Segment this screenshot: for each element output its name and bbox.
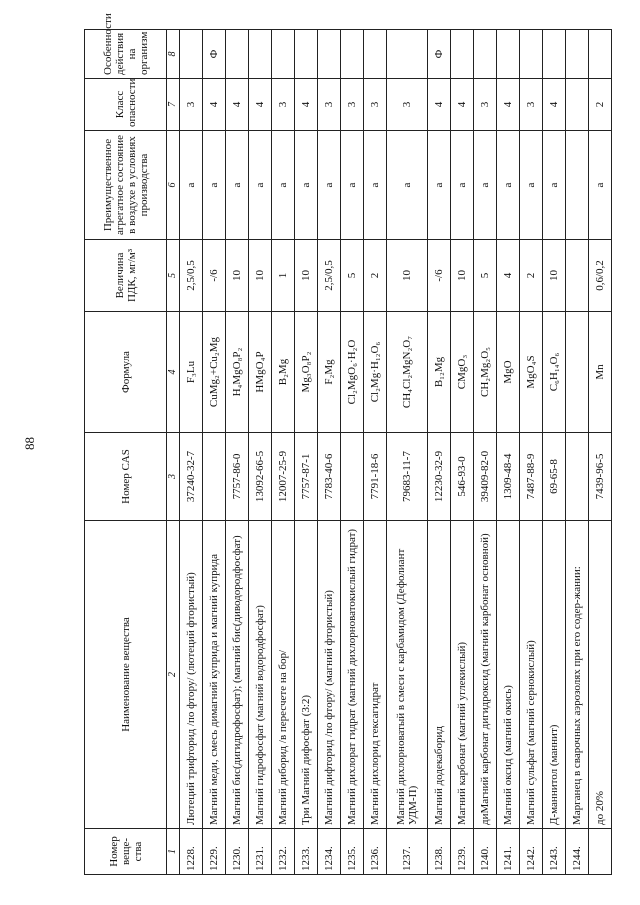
substance-name: Марганец в сварочных аэрозолях при его содер-жании: xyxy=(565,521,588,829)
table-row xyxy=(340,30,363,875)
effect-note xyxy=(451,30,474,79)
table-row xyxy=(225,30,248,875)
header-effect: Особенности действия на организм xyxy=(85,30,167,79)
formula: F₂Mg xyxy=(317,312,340,433)
table-row xyxy=(428,30,451,875)
hazard-class: 4 xyxy=(294,79,317,131)
table-row xyxy=(474,30,497,875)
hazard-class: 4 xyxy=(496,79,519,131)
row-number: 1233. xyxy=(294,829,317,875)
cas-number: 12007-25-9 xyxy=(271,433,294,521)
cas-number xyxy=(565,433,588,521)
effect-note xyxy=(317,30,340,79)
table-row xyxy=(180,30,203,875)
table-row xyxy=(451,30,474,875)
formula: CH₂Mg₂O₅ xyxy=(474,312,497,433)
row-number: 1236. xyxy=(363,829,386,875)
table-row xyxy=(496,30,519,875)
cas-number: 7783-40-6 xyxy=(317,433,340,521)
cas-number: 39409-82-0 xyxy=(474,433,497,521)
table-body xyxy=(180,30,612,875)
table-row xyxy=(588,30,611,875)
pdk-value: 5 xyxy=(474,240,497,312)
header-number: Номер веще-ства xyxy=(85,829,167,875)
aggregate-state: а xyxy=(542,131,565,240)
cas-number: 12230-32-9 xyxy=(428,433,451,521)
row-number: 1238. xyxy=(428,829,451,875)
formula: MgO xyxy=(496,312,519,433)
substance-name: Магний дихлорноватый в смеси с карбамидом (Дефолиант УДМ-П) xyxy=(386,521,427,829)
formula: CH₄Cl₂MgN₂O₇ xyxy=(386,312,427,433)
pdk-value: 10 xyxy=(225,240,248,312)
substance-name: Магний дифторид /по фтору/ (магний фтористый) xyxy=(317,521,340,829)
hazard-class: 4 xyxy=(428,79,451,131)
hazard-class xyxy=(565,79,588,131)
table-row xyxy=(317,30,340,875)
header-state: Преимущественное агрегатное состояние в воздухе в условиях производства xyxy=(85,131,167,240)
cas-number: 7487-88-9 xyxy=(519,433,542,521)
row-number: 1243. xyxy=(542,829,565,875)
cas-number: 79683-11-7 xyxy=(386,433,427,521)
column-number: 6 xyxy=(167,131,180,240)
substance-table xyxy=(84,13,612,875)
aggregate-state: а xyxy=(202,131,225,240)
column-number: 2 xyxy=(167,521,180,829)
pdk-value: 10 xyxy=(386,240,427,312)
row-number: 1230. xyxy=(225,829,248,875)
formula: F₃Lu xyxy=(180,312,203,433)
column-number-row xyxy=(167,30,180,875)
pdk-value: 10 xyxy=(542,240,565,312)
hazard-class: 3 xyxy=(519,79,542,131)
formula: Cl₂Mg·H₁₂O₆ xyxy=(363,312,386,433)
cas-number: 7439-96-5 xyxy=(588,433,611,521)
effect-note xyxy=(519,30,542,79)
table-row xyxy=(565,30,588,875)
pdk-value: 2 xyxy=(363,240,386,312)
effect-note xyxy=(225,30,248,79)
substance-name: до 20% xyxy=(588,521,611,829)
hazard-class: 2 xyxy=(588,79,611,131)
effect-note xyxy=(294,30,317,79)
substance-name: Магний оксид (магний окись) xyxy=(496,521,519,829)
hazard-class: 4 xyxy=(225,79,248,131)
effect-note xyxy=(340,30,363,79)
cas-number: 13092-66-5 xyxy=(248,433,271,521)
substance-name: Д-маннитол (маннит) xyxy=(542,521,565,829)
table-container xyxy=(84,13,612,875)
page-number: 88 xyxy=(22,437,37,450)
table-row xyxy=(386,30,427,875)
row-number xyxy=(588,829,611,875)
cas-number: 37240-32-7 xyxy=(180,433,203,521)
pdk-value: 1 xyxy=(271,240,294,312)
header-row xyxy=(85,30,167,875)
column-number: 5 xyxy=(167,240,180,312)
row-number: 1232. xyxy=(271,829,294,875)
pdk-value: -/6 xyxy=(428,240,451,312)
pdk-value xyxy=(565,240,588,312)
effect-note xyxy=(542,30,565,79)
column-number: 7 xyxy=(167,79,180,131)
hazard-class: 4 xyxy=(542,79,565,131)
substance-name: Магний меди, смесь димагний куприда и магний куприда xyxy=(202,521,225,829)
formula: Mg₃O₈P₂ xyxy=(294,312,317,433)
row-number: 1235. xyxy=(340,829,363,875)
aggregate-state: а xyxy=(363,131,386,240)
table-row xyxy=(519,30,542,875)
hazard-class: 3 xyxy=(317,79,340,131)
row-number: 1240. xyxy=(474,829,497,875)
formula: B₂Mg xyxy=(271,312,294,433)
hazard-class: 4 xyxy=(451,79,474,131)
aggregate-state: а xyxy=(428,131,451,240)
table-row xyxy=(542,30,565,875)
aggregate-state: а xyxy=(496,131,519,240)
formula: HMgO₄P xyxy=(248,312,271,433)
header-name: Наименование вещества xyxy=(85,521,167,829)
hazard-class: 3 xyxy=(386,79,427,131)
substance-name: Магний дихлорат гидрат (магний дихлорноватокислый гидрат) xyxy=(340,521,363,829)
pdk-value: 2,5/0,5 xyxy=(180,240,203,312)
hazard-class: 3 xyxy=(180,79,203,131)
row-number: 1244. xyxy=(565,829,588,875)
header-formula: Формула xyxy=(85,312,167,433)
cas-number: 546-93-0 xyxy=(451,433,474,521)
table-row xyxy=(202,30,225,875)
row-number: 1239. xyxy=(451,829,474,875)
pdk-value: 4 xyxy=(496,240,519,312)
cas-number xyxy=(340,433,363,521)
aggregate-state xyxy=(565,131,588,240)
pdk-value: 0,6/0,2 xyxy=(588,240,611,312)
hazard-class: 3 xyxy=(474,79,497,131)
aggregate-state: а xyxy=(180,131,203,240)
row-number: 1229. xyxy=(202,829,225,875)
substance-name: Магний карбонат (магний углекислый) xyxy=(451,521,474,829)
header-pdk: Величина ПДК, мг/м³ xyxy=(85,240,167,312)
table-row xyxy=(294,30,317,875)
column-number: 4 xyxy=(167,312,180,433)
formula xyxy=(565,312,588,433)
cas-number: 1309-48-4 xyxy=(496,433,519,521)
aggregate-state: а xyxy=(519,131,542,240)
formula: MgO₄S xyxy=(519,312,542,433)
aggregate-state: а xyxy=(248,131,271,240)
pdk-value: 2 xyxy=(519,240,542,312)
aggregate-state: а xyxy=(588,131,611,240)
formula: C₆H₁₄O₆ xyxy=(542,312,565,433)
hazard-class: 3 xyxy=(363,79,386,131)
header-cas: Номер CAS xyxy=(85,433,167,521)
hazard-class: 4 xyxy=(202,79,225,131)
cas-number: 7757-86-0 xyxy=(225,433,248,521)
aggregate-state: а xyxy=(294,131,317,240)
header-class: Класс опасности xyxy=(85,79,167,131)
row-number: 1231. xyxy=(248,829,271,875)
row-number: 1234. xyxy=(317,829,340,875)
effect-note: Ф xyxy=(428,30,451,79)
column-number: 8 xyxy=(167,30,180,79)
aggregate-state: а xyxy=(451,131,474,240)
aggregate-state: а xyxy=(271,131,294,240)
effect-note xyxy=(248,30,271,79)
column-number: 3 xyxy=(167,433,180,521)
effect-note xyxy=(271,30,294,79)
substance-name: Магний додекаборид xyxy=(428,521,451,829)
table-row xyxy=(363,30,386,875)
effect-note xyxy=(565,30,588,79)
pdk-value: -/6 xyxy=(202,240,225,312)
formula: H₄MgO₈P₂ xyxy=(225,312,248,433)
substance-name: Магний диборид /в пересчете на бор/ xyxy=(271,521,294,829)
effect-note: Ф xyxy=(202,30,225,79)
formula: Mn xyxy=(588,312,611,433)
hazard-class: 4 xyxy=(248,79,271,131)
table-row xyxy=(248,30,271,875)
effect-note xyxy=(386,30,427,79)
effect-note xyxy=(474,30,497,79)
formula: B₁₂Mg xyxy=(428,312,451,433)
formula: CuMg₂+Cu₂Mg xyxy=(202,312,225,433)
cas-number: 7791-18-6 xyxy=(363,433,386,521)
pdk-value: 5 xyxy=(340,240,363,312)
aggregate-state: а xyxy=(386,131,427,240)
table-row xyxy=(271,30,294,875)
hazard-class: 3 xyxy=(271,79,294,131)
substance-name: диМагний карбонат дигидроксид (магний карбонат основной) xyxy=(474,521,497,829)
row-number: 1241. xyxy=(496,829,519,875)
substance-name: Магний сульфат (магний сернокислый) xyxy=(519,521,542,829)
cas-number xyxy=(202,433,225,521)
cas-number: 7757-87-1 xyxy=(294,433,317,521)
formula: Cl₂MgO₆·H₂O xyxy=(340,312,363,433)
aggregate-state: а xyxy=(225,131,248,240)
substance-name: Магний гидрофосфат (магний водородфосфат) xyxy=(248,521,271,829)
pdk-value: 10 xyxy=(294,240,317,312)
hazard-class: 3 xyxy=(340,79,363,131)
effect-note xyxy=(588,30,611,79)
pdk-value: 10 xyxy=(451,240,474,312)
aggregate-state: а xyxy=(317,131,340,240)
row-number: 1237. xyxy=(386,829,427,875)
substance-name: Магний бис(дигидрофосфат); (магний бис(диводородфосфат) xyxy=(225,521,248,829)
formula: CMgO₃ xyxy=(451,312,474,433)
cas-number: 69-65-8 xyxy=(542,433,565,521)
row-number: 1242. xyxy=(519,829,542,875)
effect-note xyxy=(496,30,519,79)
effect-note xyxy=(363,30,386,79)
effect-note xyxy=(180,30,203,79)
substance-name: Магний дихлорид гексагидрат xyxy=(363,521,386,829)
aggregate-state: а xyxy=(474,131,497,240)
pdk-value: 10 xyxy=(248,240,271,312)
row-number: 1228. xyxy=(180,829,203,875)
aggregate-state: а xyxy=(340,131,363,240)
substance-name: Лютеций трифторид /по фтору/ (лютеций фтористый) xyxy=(180,521,203,829)
substance-name: Три Магний дифосфат (3:2) xyxy=(294,521,317,829)
pdk-value: 2,5/0,5 xyxy=(317,240,340,312)
column-number: 1 xyxy=(167,829,180,875)
